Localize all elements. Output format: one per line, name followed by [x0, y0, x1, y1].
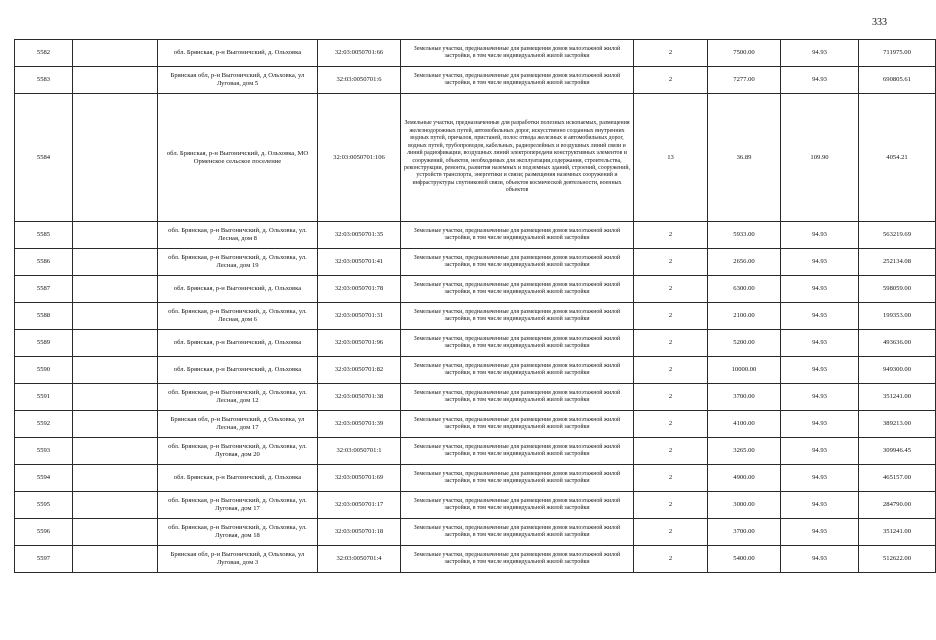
cadastral-number-cell: 32:03:0050701:38	[318, 384, 401, 411]
table-row	[15, 411, 936, 438]
land-cadastral-value-table	[14, 39, 936, 573]
land-use-description-cell: Земельные участки, предназначенные для размещения домов малоэтажной жилой застройки, в том числе индивидуальной жилой застройки	[401, 276, 634, 303]
table-row	[15, 276, 936, 303]
row-number-cell: 5594	[15, 465, 73, 492]
land-use-description-cell: Земельные участки, предназначенные для размещения домов малоэтажной жилой застройки, в том числе индивидуальной жилой застройки	[401, 438, 634, 465]
row-number-cell: 5586	[15, 249, 73, 276]
table-row	[15, 519, 936, 546]
empty-cell	[73, 546, 158, 573]
cadastral-value-cell: 351241.00	[859, 384, 936, 411]
cadastral-value-cell: 949300.00	[859, 357, 936, 384]
empty-cell	[73, 222, 158, 249]
group-number-cell: 2	[634, 357, 708, 384]
cadastral-value-cell: 4054.21	[859, 94, 936, 222]
area-cell: 10000.00	[708, 357, 781, 384]
cadastral-value-cell: 598059.00	[859, 276, 936, 303]
cadastral-value-cell: 309946.45	[859, 438, 936, 465]
cadastral-value-cell: 690805.61	[859, 67, 936, 94]
cadastral-value-cell: 711975.00	[859, 40, 936, 67]
address-cell: обл. Брянская, р-н Выгоничский, д. Ольховка	[158, 465, 318, 492]
row-number-cell: 5585	[15, 222, 73, 249]
cadastral-number-cell: 32:03:0050701:18	[318, 519, 401, 546]
cadastral-value-cell: 389213.00	[859, 411, 936, 438]
specific-value-cell: 94.93	[781, 411, 859, 438]
area-cell: 5933.00	[708, 222, 781, 249]
table-row	[15, 357, 936, 384]
specific-value-cell: 94.93	[781, 438, 859, 465]
cadastral-value-cell: 284790.00	[859, 492, 936, 519]
table-row	[15, 40, 936, 67]
area-cell: 6300.00	[708, 276, 781, 303]
cadastral-number-cell: 32:03:0050701:41	[318, 249, 401, 276]
group-number-cell: 2	[634, 222, 708, 249]
area-cell: 7277.00	[708, 67, 781, 94]
row-number-cell: 5595	[15, 492, 73, 519]
address-cell: Брянская обл, р-н Выгоничский, д Ольховка, ул Лесная, дом 17	[158, 411, 318, 438]
specific-value-cell: 94.93	[781, 222, 859, 249]
group-number-cell: 2	[634, 519, 708, 546]
empty-cell	[73, 411, 158, 438]
land-use-description-cell: Земельные участки, предназначенные для размещения домов малоэтажной жилой застройки, в том числе индивидуальной жилой застройки	[401, 465, 634, 492]
address-cell: Брянская обл, р-н Выгоничский, д Ольховка, ул Луговая, дом 3	[158, 546, 318, 573]
land-use-description-cell: Земельные участки, предназначенные для размещения домов малоэтажной жилой застройки, в том числе индивидуальной жилой застройки	[401, 222, 634, 249]
cadastral-number-cell: 32:03:0050701:96	[318, 330, 401, 357]
specific-value-cell: 94.93	[781, 492, 859, 519]
area-cell: 3000.00	[708, 492, 781, 519]
cadastral-number-cell: 32:03:0050701:17	[318, 492, 401, 519]
group-number-cell: 2	[634, 249, 708, 276]
specific-value-cell: 94.93	[781, 276, 859, 303]
land-use-description-cell: Земельные участки, предназначенные для размещения домов малоэтажной жилой застройки, в том числе индивидуальной жилой застройки	[401, 249, 634, 276]
group-number-cell: 13	[634, 94, 708, 222]
row-number-cell: 5596	[15, 519, 73, 546]
specific-value-cell: 94.93	[781, 357, 859, 384]
cadastral-number-cell: 32:03:0050701:78	[318, 276, 401, 303]
table-row	[15, 330, 936, 357]
group-number-cell: 2	[634, 465, 708, 492]
cadastral-value-cell: 351241.00	[859, 519, 936, 546]
specific-value-cell: 94.93	[781, 465, 859, 492]
address-cell: обл. Брянская, р-н Выгоничский, д. Ольховка, ул. Луговая, дом 18	[158, 519, 318, 546]
area-cell: 5400.00	[708, 546, 781, 573]
address-cell: обл. Брянская, р-н Выгоничский, д. Ольховка, ул. Лесная, дом 8	[158, 222, 318, 249]
cadastral-value-cell: 252134.08	[859, 249, 936, 276]
row-number-cell: 5591	[15, 384, 73, 411]
empty-cell	[73, 330, 158, 357]
table-row	[15, 384, 936, 411]
empty-cell	[73, 384, 158, 411]
specific-value-cell: 109.90	[781, 94, 859, 222]
empty-cell	[73, 67, 158, 94]
empty-cell	[73, 249, 158, 276]
cadastral-number-cell: 32:03:0050701:31	[318, 303, 401, 330]
cadastral-value-cell: 493636.00	[859, 330, 936, 357]
cadastral-value-cell: 512622.00	[859, 546, 936, 573]
address-cell: обл. Брянская, р-н Выгоничский, д. Ольховка, ул. Луговая, дом 20	[158, 438, 318, 465]
specific-value-cell: 94.93	[781, 330, 859, 357]
land-use-description-cell: Земельные участки, предназначенные для размещения домов малоэтажной жилой застройки, в том числе индивидуальной жилой застройки	[401, 492, 634, 519]
cadastral-number-cell: 32:03:0050701:39	[318, 411, 401, 438]
specific-value-cell: 94.93	[781, 546, 859, 573]
table-row	[15, 492, 936, 519]
address-cell: обл. Брянская, р-н Выгоничский, д. Ольховка	[158, 40, 318, 67]
address-cell: обл. Брянская, р-н Выгоничский, д. Ольховка	[158, 357, 318, 384]
area-cell: 36.89	[708, 94, 781, 222]
table-body	[15, 40, 936, 573]
table-row	[15, 303, 936, 330]
specific-value-cell: 94.93	[781, 249, 859, 276]
land-use-description-cell: Земельные участки, предназначенные для разработки полезных ископаемых, размещения железнодорожных путей, автомобильных дорог, искусственно созданных внутренних водных путей, причалов, пристаней, полос отвода железных и автомобильных дорог, водных путей, трубопроводов, кабельных, радиорелейных и воздушных линий связи и линий радиофикации, воздушных линий электропередачи конструктивных элементов и сооружений, объектов, необходимых для эксплуатации,содержания, строительства, реконструкции, ремонта, развития наземных и подземных зданий, строений, сооружений, устройств транспорта, энергетики и связи; размещения наземных сооружений и инфраструктуры спутниковой связи, объектов космической деятельности, военных объектов	[401, 94, 634, 222]
empty-cell	[73, 465, 158, 492]
row-number-cell: 5592	[15, 411, 73, 438]
area-cell: 3700.00	[708, 519, 781, 546]
land-use-description-cell: Земельные участки, предназначенные для размещения домов малоэтажной жилой застройки, в том числе индивидуальной жилой застройки	[401, 519, 634, 546]
empty-cell	[73, 492, 158, 519]
specific-value-cell: 94.93	[781, 40, 859, 67]
address-cell: обл. Брянская, р-н Выгоничский, д. Ольховка, МО Орменское сельское поселение	[158, 94, 318, 222]
group-number-cell: 2	[634, 492, 708, 519]
area-cell: 3700.00	[708, 384, 781, 411]
area-cell: 5200.00	[708, 330, 781, 357]
area-cell: 4100.00	[708, 411, 781, 438]
area-cell: 4900.00	[708, 465, 781, 492]
table-row	[15, 465, 936, 492]
empty-cell	[73, 40, 158, 67]
address-cell: обл. Брянская, р-н Выгоничский, д. Ольховка	[158, 276, 318, 303]
page-number: 333	[872, 17, 887, 28]
land-use-description-cell: Земельные участки, предназначенные для размещения домов малоэтажной жилой застройки, в том числе индивидуальной жилой застройки	[401, 357, 634, 384]
empty-cell	[73, 357, 158, 384]
cadastral-number-cell: 32:03:0050701:66	[318, 40, 401, 67]
address-cell: обл. Брянская, р-н Выгоничский, д. Ольховка, ул. Лесная, дом 12	[158, 384, 318, 411]
area-cell: 3265.00	[708, 438, 781, 465]
cadastral-number-cell: 32:03:0050701:82	[318, 357, 401, 384]
table-row	[15, 438, 936, 465]
specific-value-cell: 94.93	[781, 384, 859, 411]
empty-cell	[73, 438, 158, 465]
row-number-cell: 5597	[15, 546, 73, 573]
row-number-cell: 5584	[15, 94, 73, 222]
area-cell: 7500.00	[708, 40, 781, 67]
empty-cell	[73, 303, 158, 330]
table-row	[15, 67, 936, 94]
address-cell: обл. Брянская, р-н Выгоничский, д. Ольховка, ул. Луговая, дом 17	[158, 492, 318, 519]
specific-value-cell: 94.93	[781, 67, 859, 94]
table-row	[15, 94, 936, 222]
row-number-cell: 5589	[15, 330, 73, 357]
cadastral-number-cell: 32:03:0050701:4	[318, 546, 401, 573]
area-cell: 2100.00	[708, 303, 781, 330]
row-number-cell: 5593	[15, 438, 73, 465]
row-number-cell: 5583	[15, 67, 73, 94]
cadastral-value-cell: 465157.00	[859, 465, 936, 492]
land-use-description-cell: Земельные участки, предназначенные для размещения домов малоэтажной жилой застройки, в том числе индивидуальной жилой застройки	[401, 546, 634, 573]
empty-cell	[73, 519, 158, 546]
table-row	[15, 249, 936, 276]
address-cell: обл. Брянская, р-н Выгоничский, д. Ольховка, ул. Лесная, дом 19	[158, 249, 318, 276]
cadastral-value-cell: 199353.00	[859, 303, 936, 330]
address-cell: Брянская обл, р-н Выгоничский, д Ольховка, ул Луговая, дом 5	[158, 67, 318, 94]
cadastral-number-cell: 32:03:0050701:1	[318, 438, 401, 465]
land-use-description-cell: Земельные участки, предназначенные для размещения домов малоэтажной жилой застройки, в том числе индивидуальной жилой застройки	[401, 67, 634, 94]
group-number-cell: 2	[634, 67, 708, 94]
land-use-description-cell: Земельные участки, предназначенные для размещения домов малоэтажной жилой застройки, в том числе индивидуальной жилой застройки	[401, 40, 634, 67]
cadastral-number-cell: 32:03:0050701:69	[318, 465, 401, 492]
group-number-cell: 2	[634, 330, 708, 357]
land-use-description-cell: Земельные участки, предназначенные для размещения домов малоэтажной жилой застройки, в том числе индивидуальной жилой застройки	[401, 411, 634, 438]
address-cell: обл. Брянская, р-н Выгоничский, д. Ольховка	[158, 330, 318, 357]
empty-cell	[73, 94, 158, 222]
empty-cell	[73, 276, 158, 303]
row-number-cell: 5588	[15, 303, 73, 330]
group-number-cell: 2	[634, 411, 708, 438]
cadastral-number-cell: 32:03:0050701:35	[318, 222, 401, 249]
cadastral-number-cell: 32:03:0050701:106	[318, 94, 401, 222]
table-row	[15, 546, 936, 573]
group-number-cell: 2	[634, 276, 708, 303]
group-number-cell: 2	[634, 303, 708, 330]
specific-value-cell: 94.93	[781, 303, 859, 330]
group-number-cell: 2	[634, 40, 708, 67]
group-number-cell: 2	[634, 384, 708, 411]
table-row	[15, 222, 936, 249]
specific-value-cell: 94.93	[781, 519, 859, 546]
land-use-description-cell: Земельные участки, предназначенные для размещения домов малоэтажной жилой застройки, в том числе индивидуальной жилой застройки	[401, 330, 634, 357]
cadastral-number-cell: 32:03:0050701:6	[318, 67, 401, 94]
row-number-cell: 5587	[15, 276, 73, 303]
address-cell: обл. Брянская, р-н Выгоничский, д. Ольховка, ул. Лесная, дом 6	[158, 303, 318, 330]
land-use-description-cell: Земельные участки, предназначенные для размещения домов малоэтажной жилой застройки, в том числе индивидуальной жилой застройки	[401, 384, 634, 411]
group-number-cell: 2	[634, 546, 708, 573]
land-use-description-cell: Земельные участки, предназначенные для размещения домов малоэтажной жилой застройки, в том числе индивидуальной жилой застройки	[401, 303, 634, 330]
row-number-cell: 5590	[15, 357, 73, 384]
cadastral-value-cell: 563219.69	[859, 222, 936, 249]
row-number-cell: 5582	[15, 40, 73, 67]
group-number-cell: 2	[634, 438, 708, 465]
area-cell: 2656.00	[708, 249, 781, 276]
